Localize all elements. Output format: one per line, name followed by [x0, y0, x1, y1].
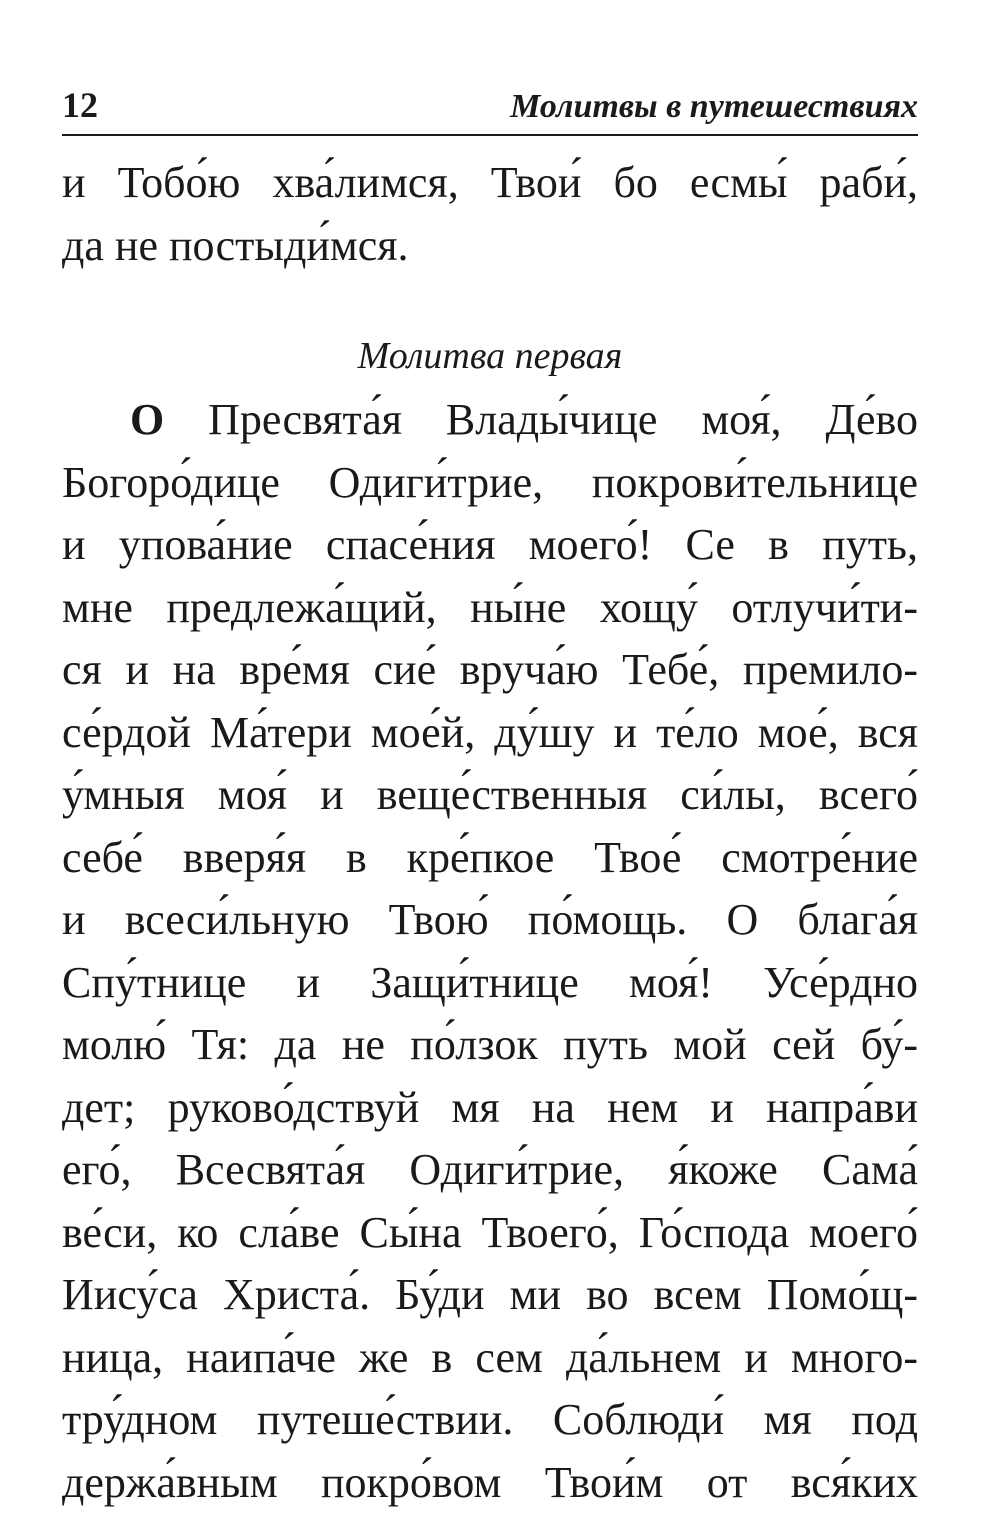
prayer-line: дет; руково́дствуй мя на нем и напра́ви [62, 1077, 918, 1140]
running-title: Молитвы в путешествиях [510, 88, 918, 126]
prayer-first-line [62, 389, 918, 452]
prayer-line: Спу́тнице и Защи́тнице моя́! Усе́рдно [62, 952, 918, 1015]
prayer-line: у́мныя моя́ и веще́ственныя си́лы, всего́ [62, 764, 918, 827]
continuation-line: и Тобо́ю хва́лимся, Твои́ бо есмы́ раби́, [62, 152, 918, 215]
prayer-line: тру́дном путеше́ствии. Соблюди́ мя под [62, 1389, 918, 1452]
section-heading: Молитва первая [62, 323, 918, 389]
prayer-line: ся и на вре́мя сие́ вруча́ю Тебе́, премило- [62, 639, 918, 702]
text-block [62, 152, 918, 1514]
prayer-line: Богоро́дице Одиги́трие, покрови́тельнице [62, 452, 918, 515]
prayer-line: Иису́са Христа́. Бу́ди ми во всем Помо́щ- [62, 1264, 918, 1327]
prayer-line: мне предлежа́щий, ны́не хощу́ отлучи́ти- [62, 577, 918, 640]
page-number: 12 [62, 84, 98, 126]
prayer-line: его́, Всесвята́я Одиги́трие, я́коже Сама́ [62, 1139, 918, 1202]
prayer-line: се́рдой Ма́тери мое́й, ду́шу и те́ло мое́, вся [62, 702, 918, 765]
prayer-line: ве́си, ко сла́ве Сы́на Твоего́, Го́спода моего́ [62, 1202, 918, 1265]
continuation-line: да не постыди́мся. [62, 215, 918, 278]
prayer-line: и упова́ние спасе́ния моего́! Се в путь, [62, 514, 918, 577]
prayer-first-line-text: Пресвята́я Влады́чице моя́, Де́во [164, 395, 918, 444]
prayer-line: ница, наипа́че же в сем да́льнем и много- [62, 1327, 918, 1390]
prayer-initial: О [130, 395, 164, 444]
running-header [62, 84, 918, 136]
prayer-line: молю́ Тя: да не по́лзок путь мой сей бу́- [62, 1014, 918, 1077]
prayer-line: держа́вным покро́вом Твои́м от вся́ких [62, 1452, 918, 1514]
prayer-line: и всеси́льную Твою́ по́мощь. О блага́я [62, 889, 918, 952]
prayer-line: себе́ вверя́я в кре́пкое Твое́ смотре́ние [62, 827, 918, 890]
